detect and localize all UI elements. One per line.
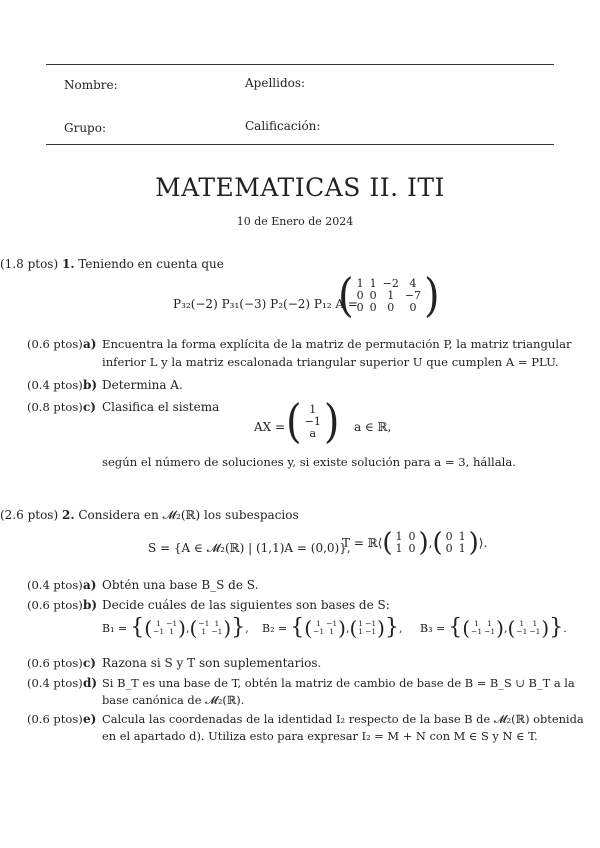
q1-points: (1.8 ptos) xyxy=(0,257,59,271)
q1a-line2: inferior L y la matriz escalonada triangular superior U que cumplen A = PLU. xyxy=(102,355,559,369)
header-bottom-rule xyxy=(46,144,554,145)
q2-number: 2. xyxy=(61,508,75,522)
q2c-points: (0.6 ptos) xyxy=(27,656,83,670)
q1b-points: (0.4 ptos) xyxy=(27,378,83,392)
page-title: MATEMATICAS II. ITI xyxy=(155,173,445,202)
q2e-line2: en el apartado d). Utiliza esto para expresar I₂ = M + N con M ∈ S y N ∈ T. xyxy=(102,729,538,743)
q2e-points: (0.6 ptos) xyxy=(27,712,83,726)
q1a-points: (0.6 ptos) xyxy=(27,337,83,351)
left-paren: ( xyxy=(338,269,354,323)
q2c-letter: c) xyxy=(83,656,96,670)
header-top-rule xyxy=(46,64,554,65)
q2d-line2: base canónica de 𝓜₂(ℝ). xyxy=(102,693,245,707)
q1c-points: (0.8 ptos) xyxy=(27,400,83,414)
grupo-label: Grupo: xyxy=(64,121,106,135)
q2b-letter: b) xyxy=(83,598,98,612)
q2d-line1: Si B_T es una base de T, obtén la matriz de cambio de base de B = B_S ∪ B_T a la xyxy=(102,676,575,690)
q2d-letter: d) xyxy=(83,676,98,690)
q2c-text: Razona si S y T son suplementarios. xyxy=(102,656,322,670)
exam-date: 10 de Enero de 2024 xyxy=(236,215,354,228)
nombre-label: Nombre: xyxy=(64,78,118,92)
q1b-text: Determina A. xyxy=(102,378,183,392)
q1-equation-lhs: P₃₂(−2) P₃₁(−3) P₂(−2) P₁₂ A = xyxy=(173,297,358,311)
q1a-letter: a) xyxy=(83,337,97,351)
q2-header xyxy=(0,508,299,523)
q2b-text: Decide cuáles de las siguientes son bases de S: xyxy=(102,598,390,612)
q1-intro: Teniendo en cuenta que xyxy=(78,257,224,271)
q1-number: 1. xyxy=(61,257,75,271)
q1c-param: a ∈ ℝ, xyxy=(354,420,392,434)
q2e-letter: e) xyxy=(83,712,97,726)
q1a-line1: Encuentra la forma explícita de la matriz de permutación P, la matriz triangular xyxy=(102,337,572,351)
q2b-points: (0.6 ptos) xyxy=(27,598,83,612)
q2-S-definition: S = {A ∈ 𝓜₂(ℝ) | (1,1)A = (0,0)}, xyxy=(148,541,351,555)
apellidos-label: Apellidos: xyxy=(245,76,306,90)
q2e-line1: Calcula las coordenadas de la identidad I₂ respecto de la base B de 𝓜₂(ℝ) obtenida xyxy=(102,712,584,726)
q2b-B3: B₃ = { ( 1 1 −1 −1 ) , ( 1 1 −1 −1 ) } . xyxy=(420,615,567,640)
calificacion-label: Calificación: xyxy=(245,119,321,133)
q2-points: (2.6 ptos) xyxy=(0,508,59,522)
q2a-points: (0.4 ptos) xyxy=(27,578,83,592)
q1-matrix xyxy=(338,269,440,323)
q1c-followup: según el número de soluciones y, si existe solución para a = 3, hállala. xyxy=(102,455,516,469)
q2-intro: Considera en 𝓜₂(ℝ) los subespacios xyxy=(78,508,299,522)
q1-header xyxy=(0,257,224,271)
q2d-points: (0.4 ptos) xyxy=(27,676,83,690)
q2a-text: Obtén una base B_S de S. xyxy=(102,578,259,592)
q2-T-matrix-1: 1 0 1 0 xyxy=(395,530,416,555)
q2-T-matrix-2: 0 1 0 1 xyxy=(445,530,466,555)
q2b-B1: B₁ = { ( 1 −1 −1 1 ) , ( −1 1 1 −1 ) } , xyxy=(102,615,249,640)
q1c-vector: ( 1 −1 a ) xyxy=(286,395,340,449)
q2b-B2: B₂ = { ( 1 −1 −1 1 ) , ( 1 −1 1 −1 ) } , xyxy=(262,615,403,640)
q1b-letter: b) xyxy=(83,378,98,392)
q1c-system-lhs: AX = xyxy=(254,420,286,434)
right-paren: ) xyxy=(424,269,440,323)
q1c-letter: c) xyxy=(83,400,96,414)
q2a-letter: a) xyxy=(83,578,97,592)
q1c-text: Clasifica el sistema xyxy=(102,400,220,414)
q1-matrix-table: 1 1 −2 4 0 0 1 −7 0 0 0 0 xyxy=(356,277,422,314)
q2-T-definition: T = ℝ⟨ ( 1 0 1 0 ) , ( 0 1 0 1 ) ⟩. xyxy=(342,528,488,558)
